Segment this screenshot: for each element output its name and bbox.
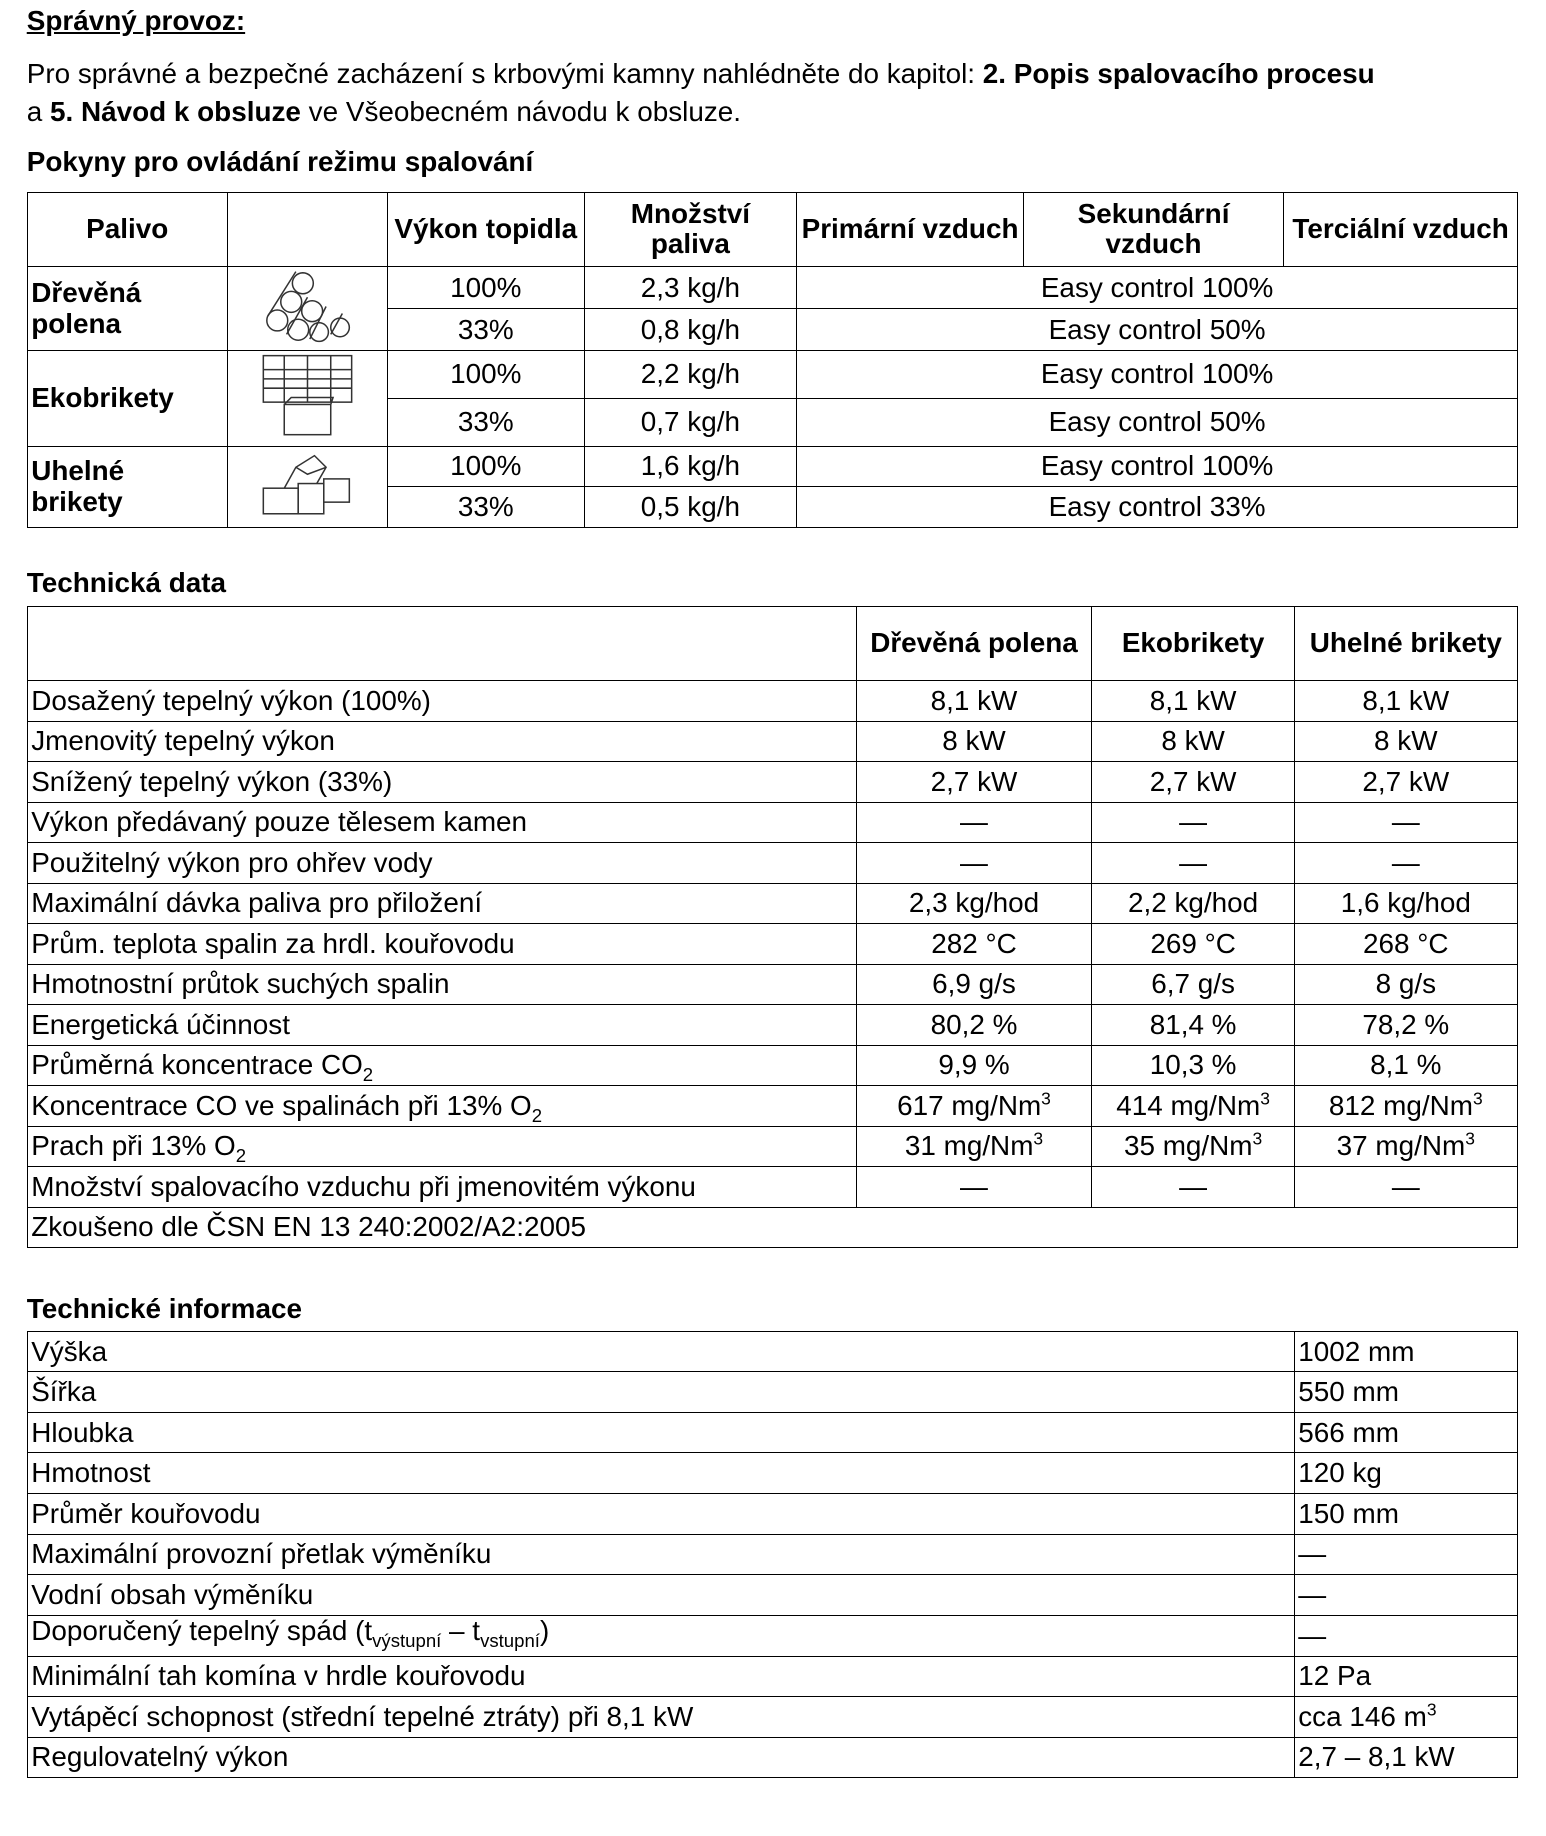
table-row bbox=[27, 1086, 1517, 1127]
value-text: 81,4 % bbox=[1149, 1008, 1237, 1040]
table-header-row bbox=[27, 192, 1517, 266]
value-cell bbox=[1294, 1086, 1517, 1127]
value-cell bbox=[1092, 762, 1294, 803]
parameter-label bbox=[27, 1372, 1294, 1413]
value-text: 35 mg/Nm bbox=[1123, 1130, 1253, 1162]
value-text: 10,3 % bbox=[1149, 1049, 1237, 1081]
parameter-label bbox=[27, 1534, 1294, 1575]
fuel-amount-cell: 0,8 kg/h bbox=[584, 309, 797, 351]
power-cell: 33% bbox=[388, 398, 584, 446]
table-row bbox=[27, 1126, 1517, 1167]
label-text: Regulovatelný výkon bbox=[31, 1741, 289, 1773]
table-row bbox=[27, 1494, 1517, 1535]
label-text: Množství spalovacího vzduchu při jmenovitém výkonu bbox=[31, 1170, 696, 1202]
label-text: Minimální tah komína v hrdle kouřovodu bbox=[31, 1660, 526, 1692]
value-cell bbox=[1294, 1453, 1517, 1494]
value-text: 617 mg/Nm bbox=[897, 1089, 1042, 1121]
subscript: vstupní bbox=[480, 1629, 540, 1651]
superscript: 3 bbox=[1260, 1088, 1270, 1109]
header-cell: Primární vzduch bbox=[797, 192, 1024, 266]
value-cell bbox=[856, 964, 1092, 1005]
fuel-name: Dřevěná polena bbox=[27, 267, 227, 351]
header-cell: Množství paliva bbox=[584, 192, 797, 266]
fuel-amount-cell: 2,3 kg/h bbox=[584, 267, 797, 309]
header-cell: Palivo bbox=[27, 192, 227, 266]
section-title-tech-info: Technické informace bbox=[26, 1292, 302, 1324]
superscript: 3 bbox=[1465, 1129, 1475, 1150]
value-cell bbox=[1092, 721, 1294, 762]
label-text: Jmenovitý tepelný výkon bbox=[31, 725, 335, 757]
label-text: Dosažený tepelný výkon (100%) bbox=[31, 684, 431, 716]
logs-icon bbox=[227, 267, 387, 351]
value-text: — bbox=[1298, 1578, 1327, 1610]
value-cell bbox=[1092, 883, 1294, 924]
label-text: Vodní obsah výměníku bbox=[31, 1578, 314, 1610]
intro-text: Pro správné a bezpečné zacházení s krbovými kamny nahlédněte do kapitol: bbox=[26, 57, 983, 89]
air-setting-cell: Easy control 33% bbox=[797, 487, 1518, 528]
value-text: 2,7 – 8,1 kW bbox=[1298, 1741, 1455, 1773]
fuel-amount-cell: 2,2 kg/h bbox=[584, 351, 797, 399]
chapter-ref: 2. Popis spalovacího procesu bbox=[982, 57, 1375, 89]
value-cell bbox=[1294, 721, 1517, 762]
chapter-ref: 5. Návod k obsluze bbox=[49, 95, 301, 127]
label-text: Energetická účinnost bbox=[31, 1008, 290, 1040]
value-cell bbox=[1294, 883, 1517, 924]
test-standard: Zkoušeno dle ČSN EN 13 240:2002/A2:2005 bbox=[27, 1207, 1517, 1248]
subscript: výstupní bbox=[372, 1629, 442, 1651]
parameter-label bbox=[27, 1045, 856, 1086]
value-text: 8 kW bbox=[1161, 725, 1225, 757]
table-row bbox=[27, 1207, 1517, 1248]
value-text: 414 mg/Nm bbox=[1116, 1089, 1261, 1121]
value-cell bbox=[856, 762, 1092, 803]
value-cell bbox=[856, 1126, 1092, 1167]
value-text: 120 kg bbox=[1298, 1457, 1382, 1489]
table-row bbox=[27, 267, 1517, 309]
value-text: — bbox=[1391, 846, 1420, 878]
value-text: 812 mg/Nm bbox=[1328, 1089, 1473, 1121]
value-text: 8,1 kW bbox=[1149, 684, 1237, 716]
parameter-label bbox=[27, 1453, 1294, 1494]
coal-briquettes-icon bbox=[227, 446, 387, 527]
value-cell bbox=[1092, 1045, 1294, 1086]
value-text: 8,1 % bbox=[1370, 1049, 1442, 1081]
value-text: — bbox=[960, 806, 988, 838]
value-cell bbox=[1294, 1372, 1517, 1413]
parameter-label bbox=[27, 762, 856, 803]
value-cell bbox=[1092, 924, 1294, 965]
label-text: Koncentrace CO ve spalinách při 13% O bbox=[31, 1089, 532, 1121]
parameter-label bbox=[27, 802, 856, 843]
label-text: Prach při 13% O bbox=[31, 1130, 236, 1162]
fuel-amount-cell: 0,5 kg/h bbox=[584, 487, 797, 528]
fuel-name: Uhelné brikety bbox=[27, 446, 227, 527]
label-text: Šířka bbox=[31, 1376, 97, 1408]
value-cell bbox=[1294, 1126, 1517, 1167]
value-text: 550 mm bbox=[1298, 1376, 1399, 1408]
value-text: 2,3 kg/hod bbox=[908, 887, 1040, 919]
value-cell bbox=[856, 1086, 1092, 1127]
value-cell bbox=[1294, 1331, 1517, 1372]
power-cell: 33% bbox=[388, 309, 584, 351]
value-text: 1,6 kg/hod bbox=[1340, 887, 1471, 919]
header-cell: Dřevěná polena bbox=[856, 606, 1092, 680]
value-text: 2,7 kW bbox=[1362, 765, 1450, 797]
intro-paragraph bbox=[27, 55, 1375, 132]
value-cell bbox=[856, 843, 1092, 884]
superscript: 3 bbox=[1041, 1088, 1051, 1109]
subscript: 2 bbox=[531, 1104, 543, 1126]
value-cell bbox=[1294, 1697, 1517, 1738]
section-title-combustion: Pokyny pro ovládání režimu spalování bbox=[26, 146, 534, 178]
value-cell bbox=[1092, 1167, 1294, 1208]
intro-text: a bbox=[26, 95, 50, 127]
value-cell bbox=[856, 1167, 1092, 1208]
table-header-row bbox=[27, 606, 1517, 680]
parameter-label bbox=[27, 1697, 1294, 1738]
eco-briquettes-icon bbox=[227, 351, 387, 447]
table-row bbox=[27, 1656, 1517, 1697]
air-setting-cell: Easy control 100% bbox=[797, 267, 1518, 309]
value-cell bbox=[856, 1045, 1092, 1086]
air-setting-cell: Easy control 50% bbox=[797, 309, 1518, 351]
value-text: — bbox=[1179, 846, 1208, 878]
parameter-label bbox=[27, 1331, 1294, 1372]
parameter-label bbox=[27, 1126, 856, 1167]
value-text: — bbox=[960, 846, 988, 878]
value-cell bbox=[1294, 1494, 1517, 1535]
parameter-label bbox=[27, 1494, 1294, 1535]
value-text: — bbox=[960, 1170, 988, 1202]
value-text: — bbox=[1298, 1538, 1327, 1570]
label-text: Výkon předávaný pouze tělesem kamen bbox=[31, 806, 528, 838]
label-text: Hmotnost bbox=[31, 1457, 151, 1489]
header-cell: Uhelné brikety bbox=[1294, 606, 1517, 680]
table-row bbox=[27, 924, 1517, 965]
value-cell bbox=[1294, 1575, 1517, 1616]
label-text: Průměr kouřovodu bbox=[31, 1497, 261, 1529]
table-row bbox=[27, 1534, 1517, 1575]
value-cell bbox=[1294, 802, 1517, 843]
header-cell bbox=[27, 606, 856, 680]
value-text: 6,7 g/s bbox=[1151, 968, 1235, 1000]
value-cell bbox=[1294, 681, 1517, 722]
parameter-label bbox=[27, 1615, 1294, 1656]
table-row bbox=[27, 1453, 1517, 1494]
parameter-label bbox=[27, 883, 856, 924]
value-cell bbox=[1092, 1126, 1294, 1167]
label-text: Prům. teplota spalin za hrdl. kouřovodu bbox=[31, 927, 515, 959]
parameter-label bbox=[27, 1005, 856, 1046]
label-text: Použitelný výkon pro ohřev vody bbox=[31, 846, 433, 878]
value-text: 78,2 % bbox=[1362, 1008, 1450, 1040]
value-text: 2,2 kg/hod bbox=[1127, 887, 1259, 919]
table-row bbox=[27, 843, 1517, 884]
value-cell bbox=[1294, 762, 1517, 803]
value-text: 282 °C bbox=[931, 927, 1017, 959]
intro-text: ve Všeobecném návodu k obsluze. bbox=[300, 95, 742, 127]
value-cell bbox=[1294, 964, 1517, 1005]
parameter-label bbox=[27, 681, 856, 722]
value-text: 12 Pa bbox=[1298, 1660, 1372, 1692]
value-text: 2,7 kW bbox=[1149, 765, 1237, 797]
value-text: 8,1 kW bbox=[930, 684, 1018, 716]
table-row bbox=[27, 1005, 1517, 1046]
value-cell bbox=[1294, 1412, 1517, 1453]
value-cell bbox=[1294, 1045, 1517, 1086]
value-cell bbox=[1294, 1005, 1517, 1046]
table-row bbox=[27, 1372, 1517, 1413]
value-cell bbox=[1092, 964, 1294, 1005]
tech-info-table bbox=[27, 1331, 1518, 1778]
value-text: — bbox=[1179, 806, 1208, 838]
value-text: 9,9 % bbox=[938, 1049, 1010, 1081]
air-setting-cell: Easy control 50% bbox=[797, 398, 1518, 446]
power-cell: 100% bbox=[388, 267, 584, 309]
value-cell bbox=[1092, 1086, 1294, 1127]
value-text: 268 °C bbox=[1363, 927, 1449, 959]
table-row bbox=[27, 681, 1517, 722]
power-cell: 100% bbox=[388, 446, 584, 487]
value-text: 8 kW bbox=[942, 725, 1006, 757]
fuel-name: Ekobrikety bbox=[27, 351, 227, 447]
table-row bbox=[27, 883, 1517, 924]
value-text: cca 146 m bbox=[1298, 1700, 1427, 1732]
value-cell bbox=[856, 802, 1092, 843]
label-text: Hloubka bbox=[31, 1416, 134, 1448]
subscript: 2 bbox=[362, 1064, 374, 1086]
superscript: 3 bbox=[1033, 1129, 1044, 1150]
section-title-operation: Správný provoz: bbox=[26, 4, 246, 36]
table-row bbox=[27, 762, 1517, 803]
value-text: 37 mg/Nm bbox=[1336, 1130, 1466, 1162]
table-row bbox=[27, 964, 1517, 1005]
value-cell bbox=[1092, 1005, 1294, 1046]
value-text: 8 kW bbox=[1374, 725, 1438, 757]
label-text: Vytápěcí schopnost (střední tepelné ztráty) při 8,1 kW bbox=[31, 1700, 694, 1732]
air-setting-cell: Easy control 100% bbox=[797, 351, 1518, 399]
parameter-label bbox=[27, 964, 856, 1005]
value-cell bbox=[856, 681, 1092, 722]
label-text: Doporučený tepelný spád (t bbox=[31, 1615, 373, 1646]
value-text: — bbox=[1298, 1619, 1327, 1651]
parameter-label bbox=[27, 721, 856, 762]
value-text: — bbox=[1391, 1170, 1420, 1202]
value-text: 6,9 g/s bbox=[932, 968, 1016, 1000]
air-setting-cell: Easy control 100% bbox=[797, 446, 1518, 487]
value-text: 566 mm bbox=[1298, 1416, 1399, 1448]
value-cell bbox=[1092, 681, 1294, 722]
value-cell bbox=[1294, 1615, 1517, 1656]
superscript: 3 bbox=[1472, 1088, 1483, 1109]
label-text: Snížený tepelný výkon (33%) bbox=[31, 765, 393, 797]
combustion-table bbox=[27, 192, 1518, 528]
value-cell bbox=[1092, 843, 1294, 884]
parameter-label bbox=[27, 1086, 856, 1127]
label-text: Hmotnostní průtok suchých spalin bbox=[31, 968, 450, 1000]
table-row bbox=[27, 802, 1517, 843]
label-text: Maximální provozní přetlak výměníku bbox=[31, 1538, 492, 1570]
parameter-label bbox=[27, 1167, 856, 1208]
table-row bbox=[27, 1575, 1517, 1616]
table-row bbox=[27, 1167, 1517, 1208]
parameter-label bbox=[27, 1412, 1294, 1453]
table-row bbox=[27, 721, 1517, 762]
value-cell bbox=[1092, 802, 1294, 843]
table-row bbox=[27, 1412, 1517, 1453]
value-text: 269 °C bbox=[1150, 927, 1236, 959]
value-text: 8 g/s bbox=[1375, 968, 1437, 1000]
value-cell bbox=[1294, 924, 1517, 965]
power-cell: 100% bbox=[388, 351, 584, 399]
table-row bbox=[27, 446, 1517, 487]
power-cell: 33% bbox=[388, 487, 584, 528]
label-text: ) bbox=[539, 1615, 550, 1646]
parameter-label bbox=[27, 1737, 1294, 1778]
tech-data-table bbox=[27, 606, 1518, 1249]
value-cell bbox=[856, 1005, 1092, 1046]
header-cell: Výkon topidla bbox=[388, 192, 584, 266]
value-cell bbox=[856, 883, 1092, 924]
parameter-label bbox=[27, 1656, 1294, 1697]
value-cell bbox=[1294, 843, 1517, 884]
value-text: 31 mg/Nm bbox=[904, 1130, 1034, 1162]
table-row bbox=[27, 1045, 1517, 1086]
label-text: Průměrná koncentrace CO bbox=[31, 1049, 363, 1081]
section-title-tech-data: Technická data bbox=[26, 567, 227, 599]
header-cell: Sekundární vzduch bbox=[1023, 192, 1283, 266]
fuel-amount-cell: 1,6 kg/h bbox=[584, 446, 797, 487]
header-cell: Ekobrikety bbox=[1092, 606, 1294, 680]
superscript: 3 bbox=[1252, 1129, 1263, 1150]
value-text: 2,7 kW bbox=[930, 765, 1018, 797]
table-row bbox=[27, 1615, 1517, 1656]
value-text: 80,2 % bbox=[930, 1008, 1018, 1040]
superscript: 3 bbox=[1426, 1699, 1437, 1720]
label-text: Maximální dávka paliva pro přiložení bbox=[31, 887, 483, 919]
value-cell bbox=[1294, 1656, 1517, 1697]
parameter-label bbox=[27, 1575, 1294, 1616]
fuel-amount-cell: 0,7 kg/h bbox=[584, 398, 797, 446]
label-text: – t bbox=[441, 1615, 481, 1646]
table-row bbox=[27, 1737, 1517, 1778]
header-cell bbox=[227, 192, 387, 266]
value-cell bbox=[1294, 1737, 1517, 1778]
value-text: 150 mm bbox=[1298, 1497, 1399, 1529]
subscript: 2 bbox=[235, 1145, 247, 1167]
table-row bbox=[27, 1697, 1517, 1738]
value-cell bbox=[1294, 1534, 1517, 1575]
value-cell bbox=[856, 924, 1092, 965]
table-row bbox=[27, 1331, 1517, 1372]
parameter-label bbox=[27, 843, 856, 884]
value-text: 8,1 kW bbox=[1362, 684, 1450, 716]
value-cell bbox=[856, 721, 1092, 762]
value-text: — bbox=[1391, 806, 1420, 838]
table-row bbox=[27, 351, 1517, 399]
label-text: Výška bbox=[31, 1335, 108, 1367]
value-text: 1002 mm bbox=[1298, 1335, 1415, 1367]
parameter-label bbox=[27, 924, 856, 965]
value-text: — bbox=[1179, 1170, 1208, 1202]
header-cell: Terciální vzduch bbox=[1284, 192, 1518, 266]
value-cell bbox=[1294, 1167, 1517, 1208]
